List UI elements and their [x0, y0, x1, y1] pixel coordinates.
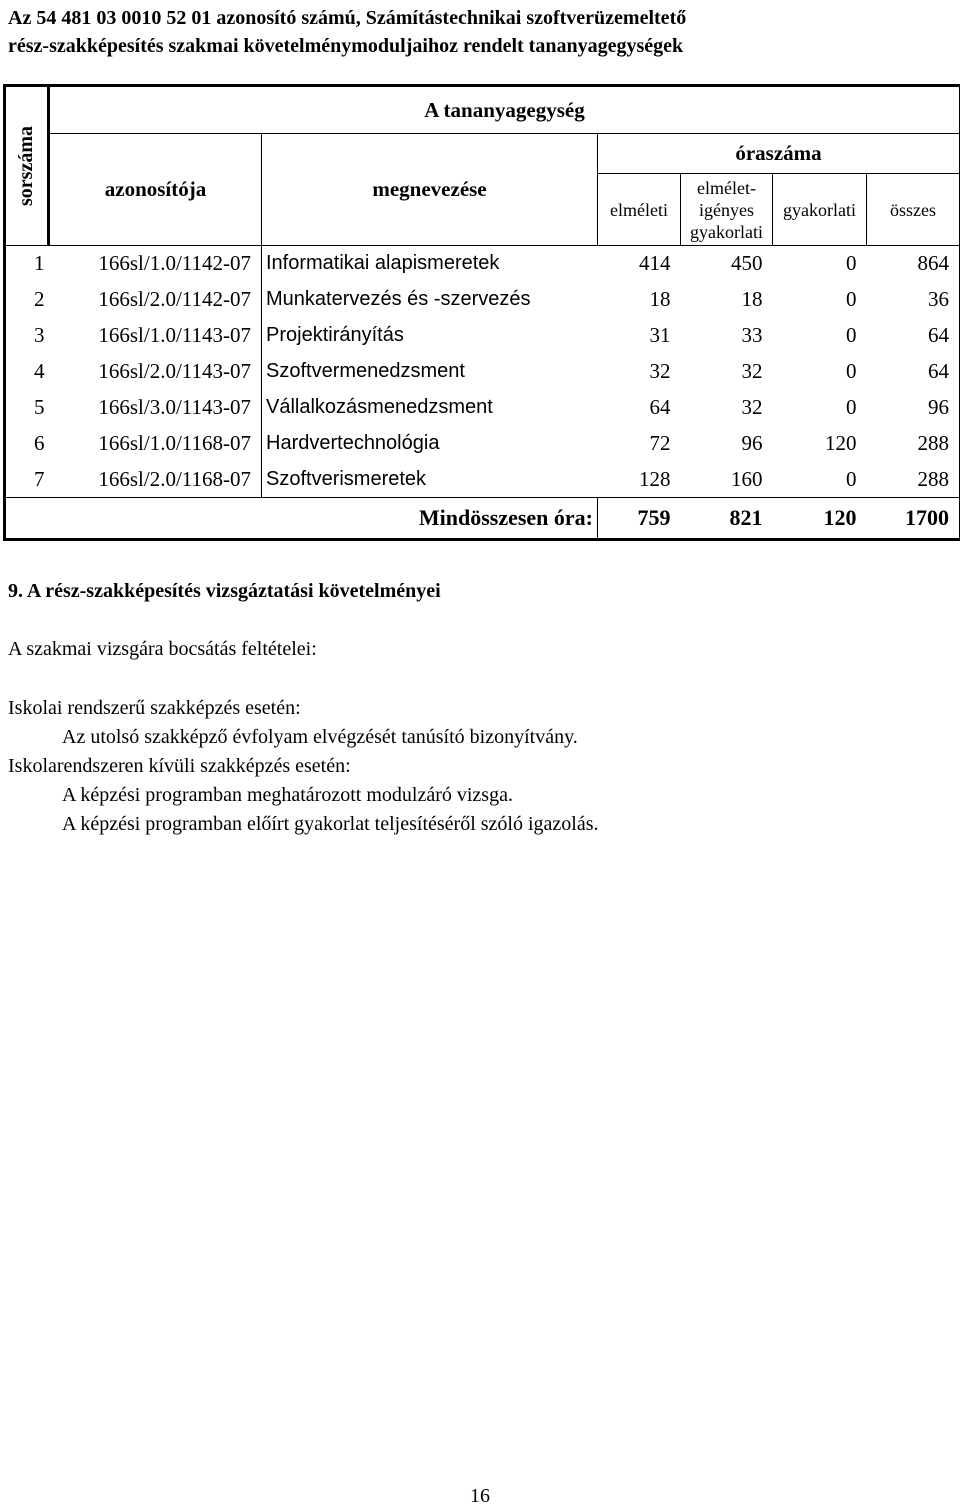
table-row: 5 166sl/3.0/1143-07 Vállalkozásmenedzsment 64 32 0 96: [5, 390, 960, 426]
header-sorszama: sorszáma: [5, 86, 49, 246]
document-title: [8, 4, 953, 60]
total-row: [5, 498, 960, 540]
nonschool-item-2: A képzési programban előírt gyakorlat teljesítéséről szóló igazolás.: [62, 813, 599, 835]
table-row: 3 166sl/1.0/1143-07 Projektirányítás 31 33 0 64: [5, 318, 960, 354]
section-subheading: A szakmai vizsgára bocsátás feltételei:: [8, 638, 317, 660]
total-elmigeny: 821: [681, 498, 773, 540]
total-elmeleti: 759: [598, 498, 681, 540]
header-tananyagegyseg: A tananyagegység: [49, 86, 960, 134]
header-elmeleti: elméleti: [598, 174, 681, 246]
total-gyakorlati: 120: [773, 498, 867, 540]
curriculum-table: [3, 84, 960, 541]
header-azonositoja: azonosítója: [49, 134, 262, 246]
table-row: 1 166sl/1.0/1142-07 Informatikai alapismeretek 414 450 0 864: [5, 246, 960, 282]
total-label: Mindösszesen óra:: [5, 498, 598, 540]
title-line-1: Az 54 481 03 0010 52 01 azonosító számú, Számítástechnikai szoftverüzemeltető: [8, 7, 687, 29]
header-elmeletigenyes: elmélet-igényes gyakorlati: [681, 174, 773, 246]
table-row: 2 166sl/2.0/1142-07 Munkatervezés és -szervezés 18 18 0 36: [5, 282, 960, 318]
nonschool-label: Iskolarendszeren kívüli szakképzés esetén:: [8, 755, 351, 777]
header-row-1: [5, 86, 960, 134]
nonschool-item-1: A képzési programban meghatározott modulzáró vizsga.: [62, 784, 513, 806]
table-row: 4 166sl/2.0/1143-07 Szoftvermenedzsment 32 32 0 64: [5, 354, 960, 390]
table-row: 6 166sl/1.0/1168-07 Hardvertechnológia 72 96 120 288: [5, 426, 960, 462]
page-number: 16: [470, 1485, 490, 1507]
header-osszes: összes: [890, 199, 937, 220]
school-item: Az utolsó szakképző évfolyam elvégzését tanúsító bizonyítvány.: [62, 726, 578, 748]
total-osszes: 1700: [867, 498, 960, 540]
header-megnevezese: megnevezése: [262, 134, 598, 246]
header-gyakorlati: gyakorlati: [773, 174, 867, 246]
title-line-2: rész-szakképesítés szakmai követelménymoduljaihoz rendelt tananyagegységek: [8, 35, 684, 57]
section-heading: 9. A rész-szakképesítés vizsgáztatási követelményei: [8, 580, 441, 602]
header-row-2: [5, 134, 960, 174]
header-oraszama: óraszáma: [598, 134, 960, 174]
school-label: Iskolai rendszerű szakképzés esetén:: [8, 697, 301, 719]
table-row: 7 166sl/2.0/1168-07 Szoftverismeretek 128 160 0 288: [5, 462, 960, 498]
